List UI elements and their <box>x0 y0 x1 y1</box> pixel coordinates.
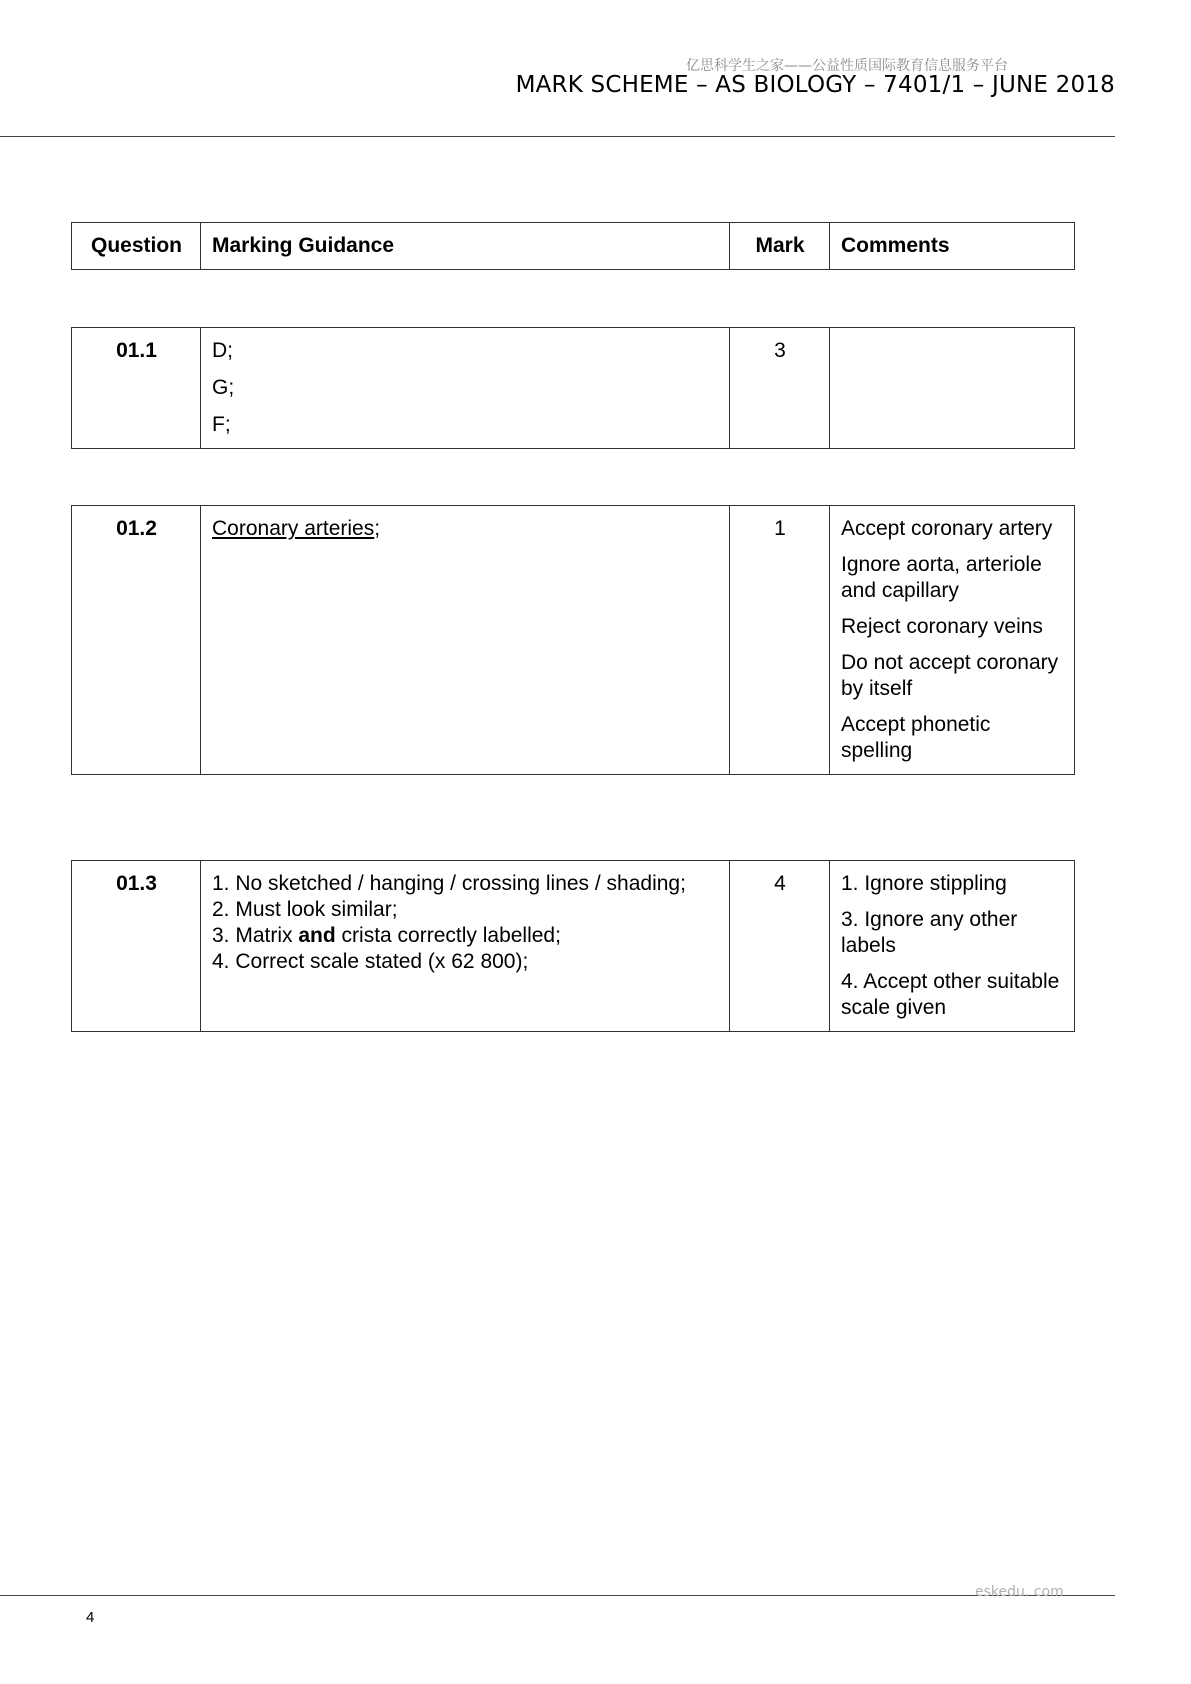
question-table-01-1 <box>71 327 1075 449</box>
question-number: 01.2 <box>72 506 201 775</box>
question-number: 01.1 <box>72 328 201 449</box>
comment-line: Accept phonetic spelling <box>841 713 991 762</box>
marking-guidance <box>201 861 730 1032</box>
comment-line: Ignore aorta, arteriole and capillary <box>841 553 1042 602</box>
marking-guidance <box>201 328 730 449</box>
guidance-point: 1. No sketched / hanging / crossing lines / shading; <box>212 872 686 895</box>
footer-rule <box>0 1595 1115 1596</box>
guidance-list <box>212 871 719 975</box>
question-table-01-2 <box>71 505 1075 775</box>
guidance-suffix: ; <box>374 517 381 540</box>
guidance-underlined-term: Coronary arteries <box>212 517 375 540</box>
mark-value: 4 <box>730 861 830 1032</box>
comments-cell <box>830 506 1075 775</box>
header-watermark: 亿思科学生之家——公益性质国际教育信息服务平台 <box>686 58 1008 74</box>
comment-line: Accept coronary artery <box>841 517 1053 540</box>
comment-line: Reject coronary veins <box>841 615 1043 638</box>
comment-line: 3. Ignore any other labels <box>841 908 1018 957</box>
comments-cell <box>830 861 1075 1032</box>
guidance-point: 4. Correct scale stated (x 62 800); <box>212 950 529 973</box>
column-header-guidance: Marking Guidance <box>201 223 730 270</box>
comment-line: 4. Accept other suitable scale given <box>841 970 1060 1019</box>
guidance-point: 2. Must look similar; <box>212 898 398 921</box>
page-number: 4 <box>86 1609 95 1626</box>
table-row <box>72 861 1075 1032</box>
column-header-table <box>71 222 1075 270</box>
column-header-comments: Comments <box>830 223 1075 270</box>
guidance-point-prefix: 3. Matrix <box>212 924 299 947</box>
column-header-question: Question <box>72 223 201 270</box>
marking-guidance <box>201 506 730 775</box>
comments-cell <box>830 328 1075 449</box>
question-number: 01.3 <box>72 861 201 1032</box>
guidance-line: F; <box>212 413 231 436</box>
footer-watermark: eskedu. com <box>975 1584 1064 1600</box>
header-rule <box>0 136 1115 137</box>
comment-line: Do not accept coronary by itself <box>841 651 1059 700</box>
comment-line: 1. Ignore stippling <box>841 872 1007 895</box>
guidance-line: G; <box>212 376 235 399</box>
page-running-header: MARK SCHEME – AS BIOLOGY – 7401/1 – JUNE 2018 <box>515 72 1115 98</box>
guidance-point-suffix: crista correctly labelled; <box>335 924 561 947</box>
mark-value: 1 <box>730 506 830 775</box>
table-row <box>72 328 1075 449</box>
mark-value: 3 <box>730 328 830 449</box>
guidance-point <box>212 923 719 949</box>
table-row <box>72 506 1075 775</box>
column-header-mark: Mark <box>730 223 830 270</box>
question-table-01-3 <box>71 860 1075 1032</box>
guidance-point-emphasis: and <box>298 924 336 947</box>
guidance-line: D; <box>212 339 233 362</box>
